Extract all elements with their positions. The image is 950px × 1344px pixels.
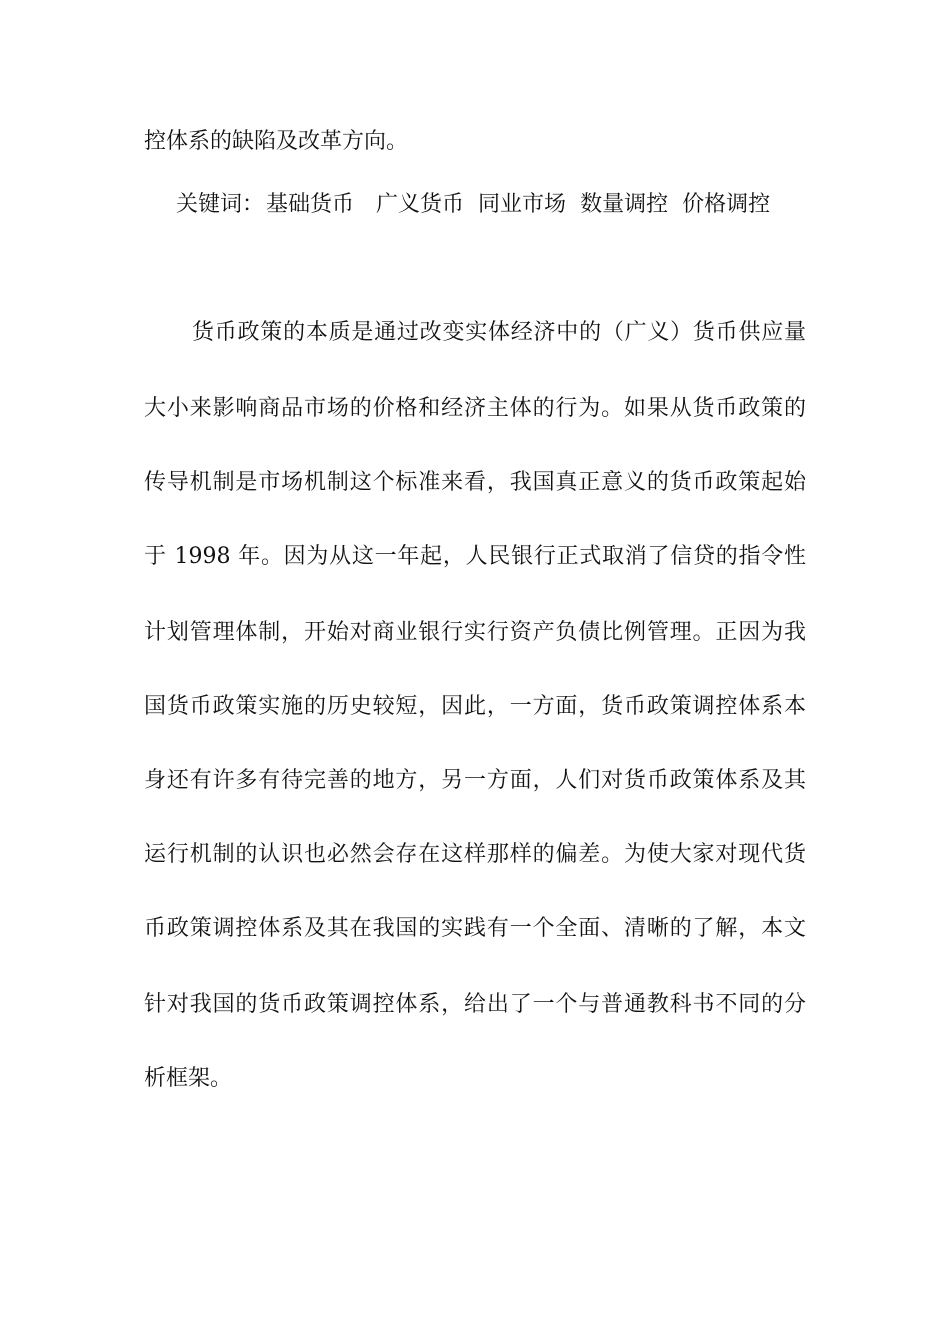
- paragraph-line: 国货币政策实施的历史较短，因此，一方面，货币政策调控体系本: [144, 694, 806, 719]
- keyword-item: 基础货币: [266, 192, 355, 217]
- keyword-item: 同业市场: [478, 192, 567, 217]
- keywords-line: [176, 190, 784, 220]
- paragraph-line: 针对我国的货币政策调控体系，给出了一个与普通教科书不同的分: [144, 992, 806, 1017]
- paragraph-line: 币政策调控体系及其在我国的实践有一个全面、清晰的了解，本文: [144, 916, 806, 941]
- paragraph-line: 析框架。: [144, 1066, 233, 1091]
- paragraph-line: 大小来影响商品市场的价格和经济主体的行为。如果从货币政策的: [144, 396, 806, 421]
- keyword-item: 广义货币: [376, 192, 465, 217]
- keywords-label: 关键词：: [176, 192, 265, 217]
- intro-tail-line: 控体系的缺陷及改革方向。: [144, 129, 409, 154]
- paragraph-line: 运行机制的认识也必然会存在这样那样的偏差。为使大家对现代货: [144, 842, 806, 867]
- paragraph-line: 身还有许多有待完善的地方，另一方面，人们对货币政策体系及其: [144, 768, 806, 793]
- keyword-item: 数量调控: [580, 192, 669, 217]
- paragraph-line: 传导机制是市场机制这个标准来看，我国真正意义的货币政策起始: [144, 470, 806, 495]
- paragraph-line: 于 1998 年。因为从这一年起，人民银行正式取消了信贷的指令性: [144, 544, 806, 569]
- keyword-item: 价格调控: [682, 192, 771, 217]
- paragraph-line: 计划管理体制，开始对商业银行实行资产负债比例管理。正因为我: [144, 620, 806, 645]
- paragraph-line: 货币政策的本质是通过改变实体经济中的（广义）货币供应量: [192, 320, 806, 345]
